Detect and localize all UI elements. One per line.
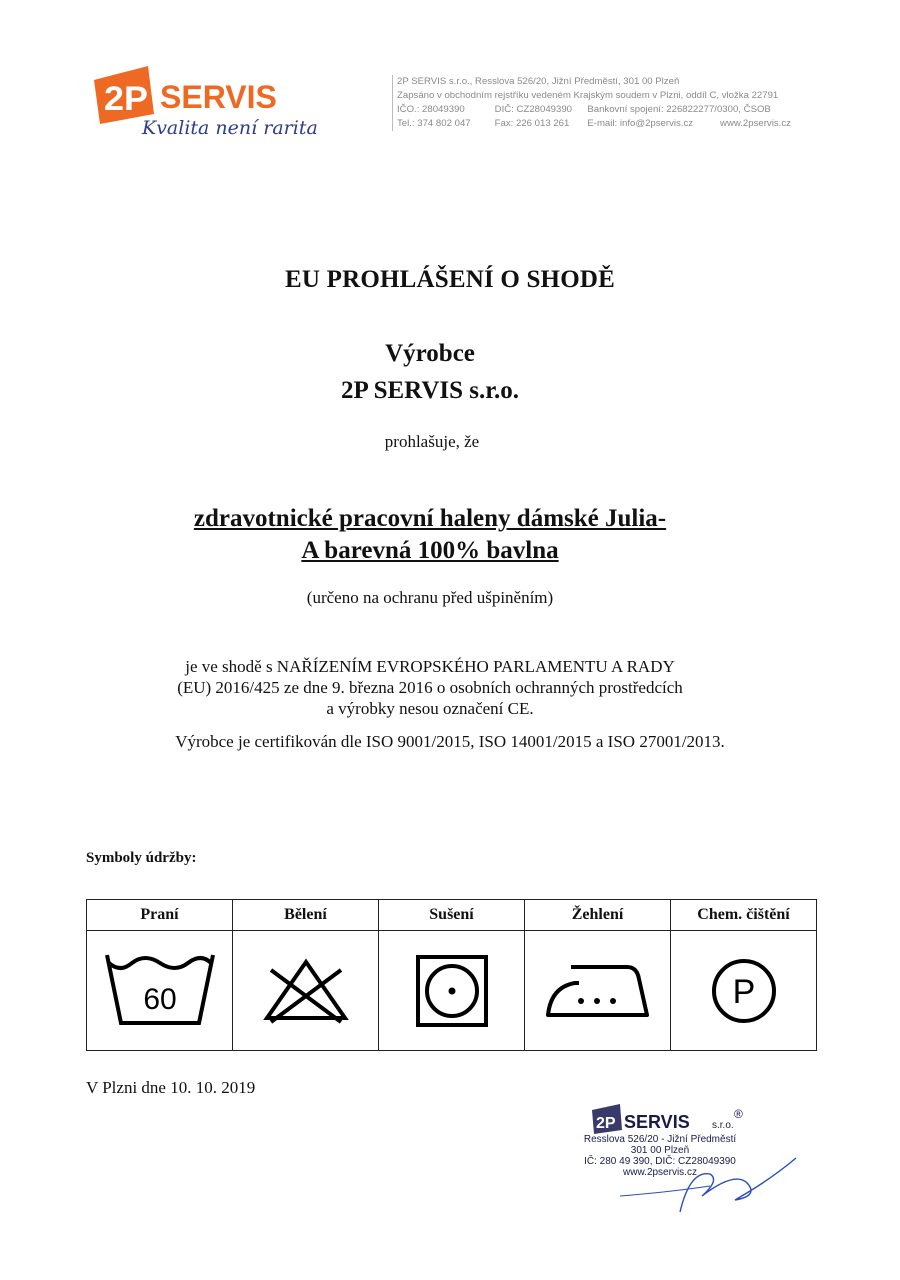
care-cell-dry — [379, 931, 525, 1051]
logo-slogan: Kvalita není rarita — [142, 117, 318, 139]
company-ico: IČO.: 28049390 — [397, 104, 465, 115]
conformity-statement — [0, 656, 860, 719]
care-header-wash: Praní — [87, 900, 233, 931]
stamp-suffix: s.r.o. — [712, 1120, 734, 1131]
declares-text: prohlašuje, že — [384, 432, 480, 451]
conformity-line-3: a výrobky nesou označení CE. — [326, 699, 534, 718]
care-header-dry: Sušení — [379, 900, 525, 931]
care-symbols-title: Symboly údržby: — [86, 850, 197, 866]
wash-temp: 60 — [142, 982, 177, 1016]
company-web: www.2pservis.cz — [720, 118, 791, 129]
stamp-line-2: 301 00 Plzeň — [630, 1145, 690, 1156]
logo-2p-text: 2P — [104, 80, 148, 118]
conformity-line-2: (EU) 2016/425 ze dne 9. března 2016 o osobních ochranných prostředcích — [177, 678, 683, 697]
manufacturer-label: Výrobce — [385, 340, 475, 367]
stamp-brand: SERVIS — [624, 1112, 690, 1132]
company-bank: Bankovní spojení: 226822277/0300, ČSOB — [587, 104, 771, 115]
company-logo — [90, 62, 360, 142]
company-contacts — [397, 117, 817, 131]
care-cell-iron — [525, 931, 671, 1051]
iron-high-icon — [545, 961, 651, 1021]
care-cell-wash — [87, 931, 233, 1051]
no-bleach-icon — [261, 956, 351, 1026]
stamp-address — [560, 1134, 760, 1178]
dry-clean-letter: P — [732, 972, 755, 1011]
care-cell-dryclean — [671, 931, 817, 1051]
place-and-date: V Plzni dne 10. 10. 2019 — [86, 1078, 256, 1097]
company-tel: Tel.: 374 802 047 — [397, 118, 471, 129]
company-fax: Fax: 226 013 261 — [494, 118, 570, 129]
company-registry: Zapsáno v obchodním rejstříku vedeném Krajským soudem v Plzni, oddíl C, vložka 22791 — [397, 90, 779, 101]
manufacturer-name: 2P SERVIS s.r.o. — [340, 377, 520, 404]
svg-text:2P: 2P — [596, 1115, 616, 1132]
signature-underline — [620, 1186, 710, 1196]
tumble-dry-low-icon — [415, 954, 489, 1028]
document-title: EU PROHLÁŠENÍ O SHODĚ — [285, 266, 615, 293]
care-header-dryclean: Chem. čištění — [671, 900, 817, 931]
company-email: E-mail: info@2pservis.cz — [587, 118, 694, 129]
company-info — [392, 75, 817, 131]
company-dic: DIČ: CZ28049390 — [494, 104, 572, 115]
dry-clean-p-icon — [710, 957, 778, 1025]
conformity-line-1: je ve shodě s NAŘÍZENÍM EVROPSKÉHO PARLAMENTU A RADY — [185, 657, 675, 676]
product-name — [0, 503, 860, 567]
intended-use: (určeno na ochranu před ušpiněním) — [306, 588, 554, 607]
company-address: 2P SERVIS s.r.o., Resslova 526/20, Jižní Předměstí, 301 00 Plzeň — [397, 76, 680, 87]
wash-60-icon — [105, 951, 215, 1031]
certification-statement: Výrobce je certifikován dle ISO 9001/2015, ISO 14001/2015 a ISO 27001/2013. — [175, 732, 725, 751]
logo-servis-text: SERVIS — [160, 79, 277, 115]
care-cell-bleach — [233, 931, 379, 1051]
stamp-registered: ® — [734, 1107, 743, 1121]
care-header-bleach: Bělení — [233, 900, 379, 931]
stamp-line-4: www.2pservis.cz — [623, 1167, 697, 1178]
product-line-1: zdravotnické pracovní haleny dámské Julia- — [193, 505, 667, 532]
company-ids — [397, 103, 817, 117]
stamp-line-3: IČ: 280 49 390, DIČ: CZ28049390 — [584, 1156, 736, 1167]
care-symbols-table — [86, 899, 817, 1051]
product-line-2: A barevná 100% bavlna — [301, 537, 559, 564]
stamp-line-1: Resslova 526/20 - Jižní Předměstí — [583, 1134, 737, 1145]
care-header-iron: Žehlení — [525, 900, 671, 931]
